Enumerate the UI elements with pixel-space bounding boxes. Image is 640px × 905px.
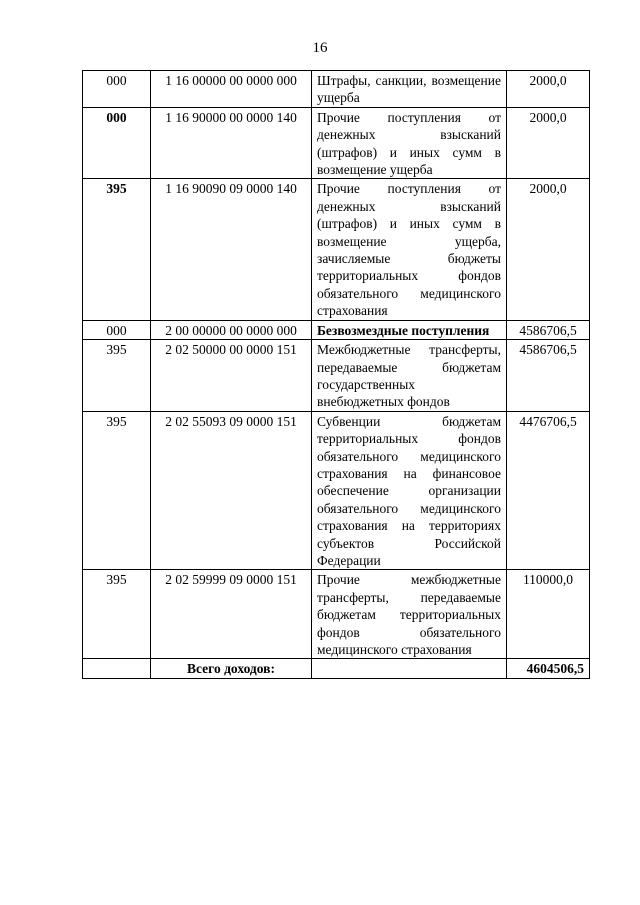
admin-code-cell: 000 [83, 107, 151, 179]
budget-code-cell: 1 16 00000 00 0000 000 [151, 71, 312, 108]
amount-cell: 4586706,5 [507, 320, 590, 339]
admin-code-cell: 395 [83, 340, 151, 412]
total-label: Всего доходов: [151, 659, 312, 678]
revenue-name-cell: Прочие межбюджетные трансферты, передаваемые бюджетам территориальных фондов обязательного медицинского страхования [312, 570, 507, 659]
revenue-table [82, 70, 590, 679]
amount-cell: 4476706,5 [507, 411, 590, 570]
admin-code-cell: 000 [83, 71, 151, 108]
revenue-name-cell: Субвенции бюджетам территориальных фондов обязательного медицинского страхования на финансовое обеспечение организации обязательного медицинского страхования на территориях субъектов Российской Федерации [312, 411, 507, 570]
empty-cell [312, 659, 507, 678]
admin-code-cell: 395 [83, 179, 151, 320]
budget-code-cell: 2 02 55093 09 0000 151 [151, 411, 312, 570]
revenue-name-cell: Прочие поступления от денежных взысканий (штрафов) и иных сумм в возмещение ущерба, зачисляемые бюджеты территориальных фондов обязательного медицинского страхования [312, 179, 507, 320]
budget-code-cell: 1 16 90000 00 0000 140 [151, 107, 312, 179]
table-row [83, 179, 590, 320]
amount-cell: 2000,0 [507, 179, 590, 320]
revenue-name-cell: Межбюджетные трансферты, передаваемые бюджетам государственных внебюджетных фондов [312, 340, 507, 412]
amount-cell: 110000,0 [507, 570, 590, 659]
table-row [83, 340, 590, 412]
budget-code-cell: 2 00 00000 00 0000 000 [151, 320, 312, 339]
budget-code-cell: 1 16 90090 09 0000 140 [151, 179, 312, 320]
budget-code-cell: 2 02 59999 09 0000 151 [151, 570, 312, 659]
total-amount: 4604506,5 [507, 659, 590, 678]
empty-cell [83, 659, 151, 678]
revenue-name-cell: Штрафы, санкции, возмещение ущерба [312, 71, 507, 108]
admin-code-cell: 395 [83, 570, 151, 659]
admin-code-cell: 000 [83, 320, 151, 339]
table-row [83, 107, 590, 179]
table-row [83, 411, 590, 570]
budget-code-cell: 2 02 50000 00 0000 151 [151, 340, 312, 412]
amount-cell: 2000,0 [507, 71, 590, 108]
revenue-name-cell: Прочие поступления от денежных взысканий (штрафов) и иных сумм в возмещение ущерба [312, 107, 507, 179]
amount-cell: 4586706,5 [507, 340, 590, 412]
table-row [83, 570, 590, 659]
total-row [83, 659, 590, 678]
amount-cell: 2000,0 [507, 107, 590, 179]
page-number: 16 [312, 40, 328, 56]
table-row [83, 320, 590, 339]
admin-code-cell: 395 [83, 411, 151, 570]
table-row [83, 71, 590, 108]
revenue-name-cell: Безвозмездные поступления [312, 320, 507, 339]
